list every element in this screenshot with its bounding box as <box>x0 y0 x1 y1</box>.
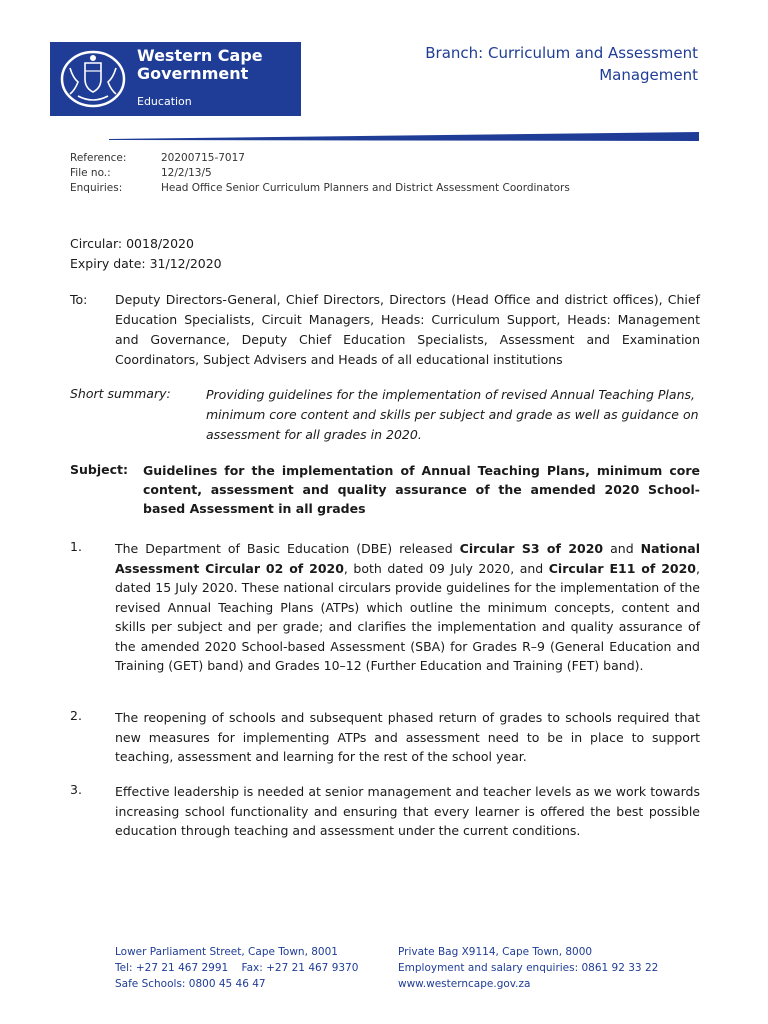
recipients-text: Deputy Directors-General, Chief Directors, Directors (Head Office and district offices), Chief Education Specialists, Circuit Managers, Heads: Curriculum Support, Heads: Management and Governance, Deputy Chief Education Specialists, Assessment and Examination Coordinators, Subject Advisers and Heads of all educational institutions <box>115 292 700 367</box>
meta-value: 20200715-7017 <box>161 152 245 164</box>
paragraph-text: Effective leadership is needed at senior management and teacher levels as we work towards increasing school functionality and ensuring that every learner is offered the best possible education through teaching and assessment under the current conditions. <box>115 784 700 838</box>
paragraph-text <box>115 539 700 676</box>
to-label: To: <box>70 292 88 307</box>
meta-key: Enquiries: <box>70 182 123 194</box>
meta-value: Head Office Senior Curriculum Planners and District Assessment Coordinators <box>161 182 570 194</box>
meta-key: Reference: <box>70 152 127 164</box>
footer-safe-schools: Safe Schools: 0800 45 46 47 <box>115 978 266 990</box>
subject-text: Guidelines for the implementation of Annual Teaching Plans, minimum core content, assessment and quality assurance of the amended 2020 School-based Assessment in all grades <box>143 463 700 516</box>
footer-contact-right <box>398 944 658 992</box>
meta-value: 12/2/13/5 <box>161 167 212 179</box>
footer-phone-fax: Tel: +27 21 467 2991 Fax: +27 21 467 9370 <box>115 962 359 974</box>
paragraph-text: The reopening of schools and subsequent phased return of grades to schools required that new measures for implementing ATPs and assessment need to be in place to support teaching, assessment and learning for the rest of the school year. <box>115 710 700 764</box>
reference-block <box>70 151 570 196</box>
text-run: , dated 15 July 2020. These national circulars provide guidelines for the implementation of the revised Annual Teaching Plans (ATPs) which outline the minimum concepts, content and skills per subject and per grade; and clarifies the implementation and quality assurance of the amended 2020 School-based Assessment (SBA) for Grades R–9 (General Education and Training (GET) band) and Grades 10–12 (Further Education and Training (FET) band). <box>115 560 700 673</box>
meta-key: File no.: <box>70 167 111 179</box>
meta-row-file-no <box>70 166 570 181</box>
circular-info <box>70 234 222 274</box>
meta-row-enquiries <box>70 181 570 196</box>
paragraph-number: 2. <box>70 708 82 723</box>
logo-title-line2: Government <box>137 64 249 83</box>
footer-contact-left <box>115 944 358 992</box>
bold-reference: Circular S3 of 2020 <box>459 541 604 556</box>
paragraph-number: 3. <box>70 782 82 797</box>
footer-enquiries: Employment and salary enquiries: 0861 92 33 22 <box>398 962 659 974</box>
circular-number: Circular: 0018/2020 <box>70 236 194 251</box>
footer-website-link[interactable]: www.westerncape.gov.za <box>398 978 531 990</box>
branch-line2: Management <box>599 66 698 84</box>
expiry-date: Expiry date: 31/12/2020 <box>70 256 222 271</box>
summary-text: Providing guidelines for the implementation of revised Annual Teaching Plans, minimum core content and skills per subject and grade as well as guidance on assessment for all grades in 2020. <box>206 387 699 442</box>
paragraph-number: 1. <box>70 539 82 554</box>
bold-reference: Circular E11 of 2020 <box>548 560 697 576</box>
summary-label: Short summary: <box>70 386 171 401</box>
header-divider <box>109 127 699 141</box>
government-logo <box>50 42 301 116</box>
subject-label: Subject: <box>70 462 128 477</box>
bold-reference: National Assessment Circular 02 of 2020 <box>115 541 701 576</box>
footer-postal: Private Bag X9114, Cape Town, 8000 <box>398 946 593 958</box>
meta-row-reference <box>70 151 570 166</box>
logo-title-line1: Western Cape <box>137 46 263 65</box>
footer-address: Lower Parliament Street, Cape Town, 8001 <box>115 946 338 958</box>
coat-of-arms-icon <box>58 48 128 110</box>
text-run: The Department of Basic Education (DBE) released <box>115 541 460 556</box>
logo-department: Education <box>137 95 192 108</box>
text-run: , both dated 09 July 2020, and <box>343 560 549 576</box>
logo-title <box>137 47 297 83</box>
text-run: and <box>603 541 641 556</box>
branch-heading <box>425 42 698 86</box>
branch-line1: Branch: Curriculum and Assessment <box>425 44 698 62</box>
